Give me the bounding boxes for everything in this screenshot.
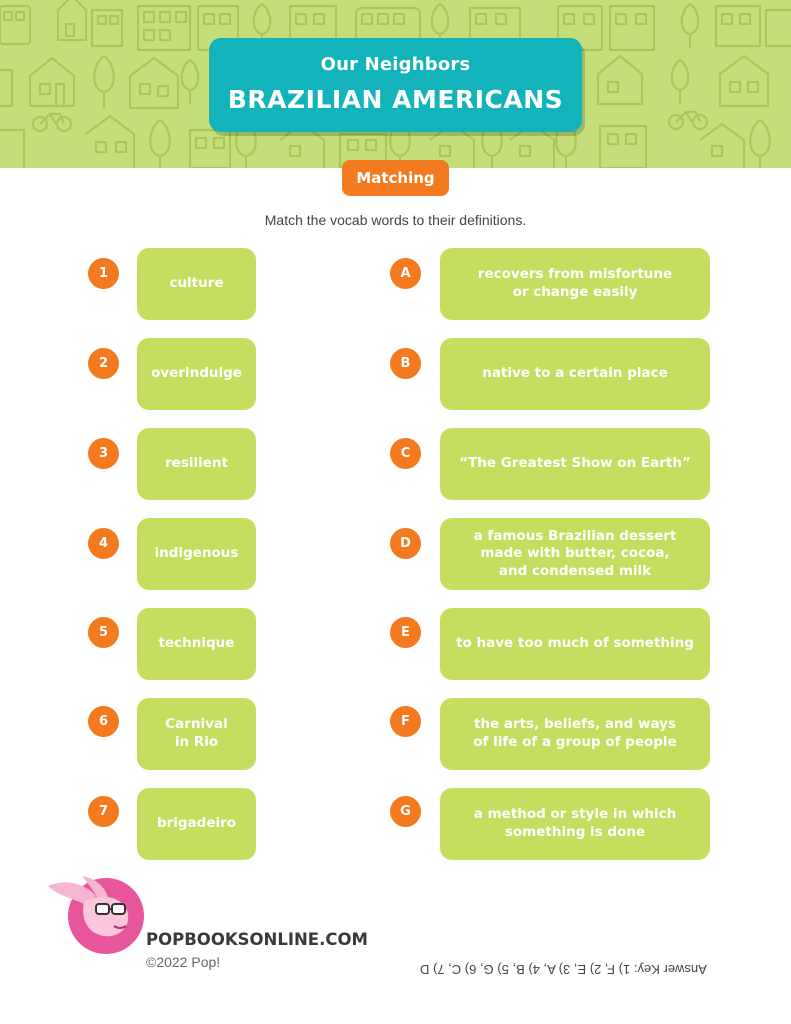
word-box-technique: technique [137, 608, 256, 680]
page-title: BRAZILIAN AMERICANS [227, 85, 564, 114]
definition-box-e: to have too much of something [440, 608, 710, 680]
copyright-text: ©2022 Pop! [146, 954, 221, 970]
website-link[interactable]: POPBOOKSONLINE.COM [146, 930, 368, 949]
word-box-resilient: resilient [137, 428, 256, 500]
definition-box-g: a method or style in which something is done [440, 788, 710, 860]
definition-letter-b: B [390, 348, 421, 379]
definition-box-b: native to a certain place [440, 338, 710, 410]
word-box-culture: culture [137, 248, 256, 320]
word-number-7: 7 [88, 796, 119, 827]
answer-key-upside-down: Answer Key: 1) F, 2) E, 3) A, 4) B, 5) G, 6) C, 7) D [420, 962, 707, 977]
word-box-brigadeiro: brigadeiro [137, 788, 256, 860]
word-box-overindulge: overindulge [137, 338, 256, 410]
definition-letter-a: A [390, 258, 421, 289]
series-subtitle: Our Neighbors [320, 54, 471, 75]
definition-letter-e: E [390, 617, 421, 648]
definition-letter-f: F [390, 706, 421, 737]
section-label: Matching [342, 160, 449, 196]
word-number-2: 2 [88, 348, 119, 379]
definition-box-f: the arts, beliefs, and ways of life of a group of people [440, 698, 710, 770]
definition-box-d: a famous Brazilian dessert made with butter, cocoa, and condensed milk [440, 518, 710, 590]
word-number-4: 4 [88, 528, 119, 559]
pop-mascot-logo [44, 874, 148, 956]
definition-letter-d: D [390, 528, 421, 559]
word-number-5: 5 [88, 617, 119, 648]
title-banner [209, 38, 582, 132]
definition-letter-c: C [390, 438, 421, 469]
word-box-carnival: Carnival in Rio [137, 698, 256, 770]
definition-letter-g: G [390, 796, 421, 827]
word-number-3: 3 [88, 438, 119, 469]
word-number-6: 6 [88, 706, 119, 737]
instructions-text: Match the vocab words to their definitions. [264, 212, 527, 228]
definition-box-c: “The Greatest Show on Earth” [440, 428, 710, 500]
word-box-indigenous: indigenous [137, 518, 256, 590]
definition-box-a: recovers from misfortune or change easily [440, 248, 710, 320]
word-number-1: 1 [88, 258, 119, 289]
